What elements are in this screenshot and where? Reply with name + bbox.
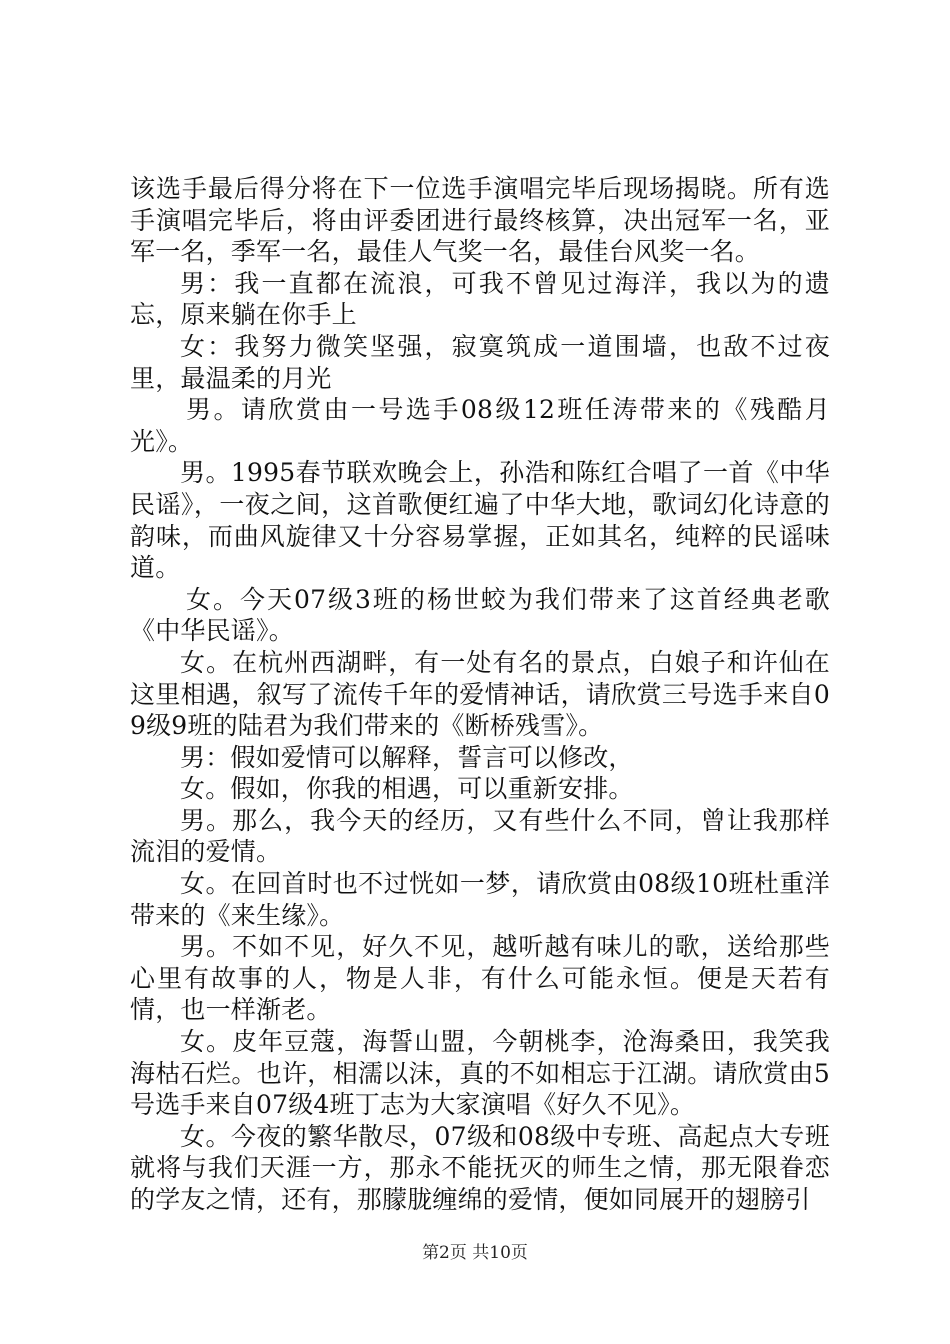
paragraph-7: 女。在杭州西湖畔，有一处有名的景点，白娘子和许仙在这里相遇，叙写了流传千年的爱情神话，请欣赏三号选手来自09级9班的陆君为我们带来的《断桥残雪》。 <box>130 647 830 741</box>
document-body <box>130 173 830 1216</box>
paragraph-4: 男。请欣赏由一号选手08级12班任涛带来的《残酷月光》。 <box>130 395 830 456</box>
paragraph-9: 女。假如，你我的相遇，可以重新安排。 <box>180 774 634 804</box>
paragraph-6: 女。今天07级3班的杨世蛟为我们带来了这首经典老歌《中华民谣》。 <box>130 584 830 646</box>
paragraph-1: 该选手最后得分将在下一位选手演唱完毕后现场揭晓。所有选手演唱完毕后，将由评委团进行最终核算，决出冠军一名，亚军一名，季军一名，最佳人气奖一名，最佳台风奖一名。 <box>130 174 830 267</box>
paragraph-8: 男：假如爱情可以解释，誓言可以修改， <box>180 742 634 772</box>
paragraph-2: 男：我一直都在流浪，可我不曾见过海洋，我以为的遗忘，原来躺在你手上 <box>130 268 830 330</box>
paragraph-12: 男。不如不见，好久不见，越听越有味儿的歌，送给那些心里有故事的人，物是人非，有什么可能永恒。便是天若有情，也一样渐老。 <box>130 932 830 1025</box>
page-footer <box>0 1242 950 1264</box>
paragraph-3: 女：我努力微笑坚强，寂寞筑成一道围墙，也敌不过夜里，最温柔的月光 <box>130 331 830 393</box>
paragraph-5: 男。1995春节联欢晚会上，孙浩和陈红合唱了一首《中华民谣》，一夜之间，这首歌便红遍了中华大地，歌词幻化诗意的韵味，而曲风旋律又十分容易掌握，正如其名，纯粹的民谣味道。 <box>130 458 830 583</box>
paragraph-11: 女。在回首时也不过恍如一梦，请欣赏由08级10班杜重洋带来的《来生缘》。 <box>130 869 830 930</box>
paragraph-14: 女。今夜的繁华散尽，07级和08级中专班、高起点大专班就将与我们天涯一方，那永不能抚灭的师生之情，那无限眷恋的学友之情，还有，那朦胧缠绵的爱情，便如同展开的翅膀引 <box>130 1121 830 1214</box>
paragraph-13: 女。皮年豆蔻，海誓山盟，今朝桃李，沧海桑田，我笑我海枯石烂。也许，相濡以沫，真的不如相忘于江湖。请欣赏由5号选手来自07级4班丁志为大家演唱《好久不见》。 <box>130 1027 830 1120</box>
paragraph-10: 男。那么，我今天的经历，又有些什么不同，曾让我那样流泪的爱情。 <box>130 805 830 867</box>
page-number-label: 第2页 共10页 <box>422 1243 528 1263</box>
